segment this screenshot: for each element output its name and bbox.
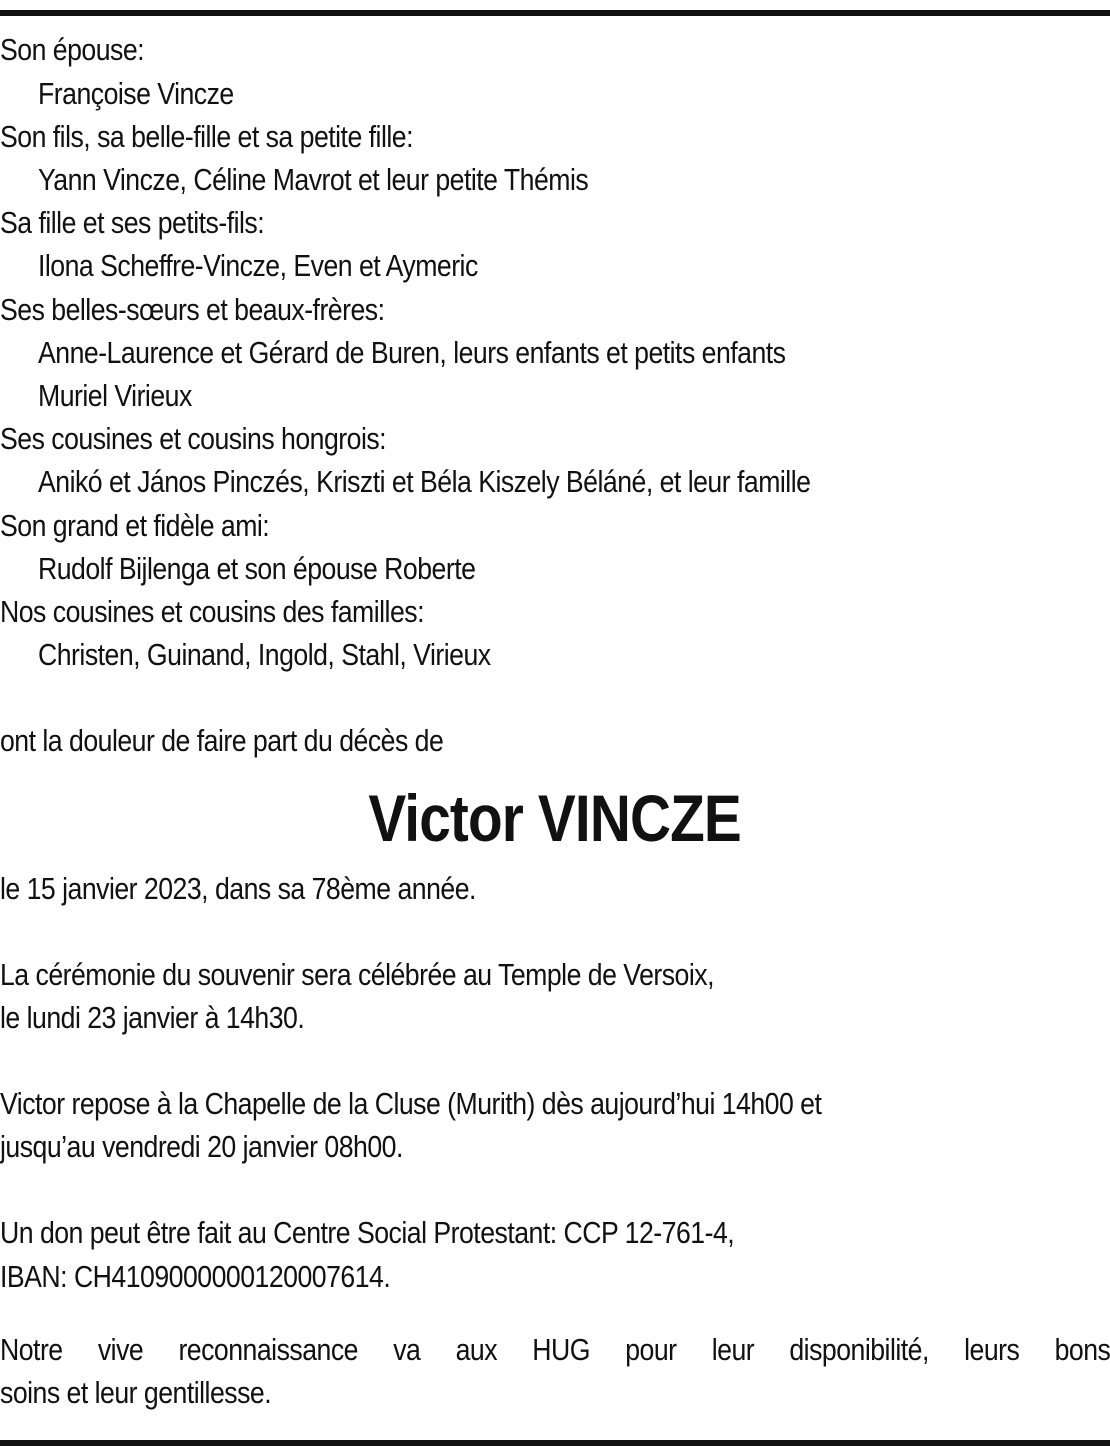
spouse-heading: Son épouse:	[0, 32, 145, 67]
inlaws-names-1: Anne-Laurence et Gérard de Buren, leurs enfants et petits enfants	[38, 335, 786, 370]
thanks-line-1: Notre vive reconnaissance va aux HUG pour leur disponibilité, leurs bons	[0, 1332, 1110, 1367]
inlaws-names-2: Muriel Virieux	[38, 378, 192, 413]
donation-line-1: Un don peut être fait au Centre Social Protestant: CCP 12-761-4,	[0, 1215, 735, 1250]
hungarian-cousins-heading: Ses cousines et cousins hongrois:	[0, 421, 387, 456]
son-names: Yann Vincze, Céline Mavrot et leur petite Thémis	[38, 162, 589, 197]
deceased-name-text: Victor VINCZE	[368, 781, 742, 855]
death-date: le 15 janvier 2023, dans sa 78ème année.	[0, 871, 476, 906]
daughter-names: Ilona Scheffre-Vincze, Even et Aymeric	[38, 248, 478, 283]
inlaws-heading: Ses belles-sœurs et beaux-frères:	[0, 292, 385, 327]
hungarian-cousins-names: Anikó et János Pinczés, Kriszti et Béla Kiszely Béláné, et leur famille	[38, 464, 811, 499]
spouse-names: Françoise Vincze	[38, 76, 234, 111]
thanks-line-2: soins et leur gentillesse.	[0, 1375, 272, 1410]
top-border-rule	[0, 10, 1110, 16]
announcement-intro: ont la douleur de faire part du décès de	[0, 723, 444, 758]
viewing-line-1: Victor repose à la Chapelle de la Cluse (Murith) dès aujourd’hui 14h00 et	[0, 1086, 822, 1121]
bottom-border-rule	[0, 1440, 1110, 1446]
daughter-heading: Sa fille et ses petits-fils:	[0, 205, 265, 240]
ceremony-line-2: le lundi 23 janvier à 14h30.	[0, 1000, 305, 1035]
deceased-name	[0, 780, 1110, 856]
viewing-line-2: jusqu’au vendredi 20 janvier 08h00.	[0, 1129, 403, 1164]
donation-line-2: IBAN: CH4109000000120007614.	[0, 1259, 391, 1294]
family-cousins-heading: Nos cousines et cousins des familles:	[0, 594, 424, 629]
ceremony-line-1: La cérémonie du souvenir sera célébrée au Temple de Versoix,	[0, 957, 714, 992]
son-heading: Son fils, sa belle-fille et sa petite fille:	[0, 119, 413, 154]
friend-heading: Son grand et fidèle ami:	[0, 508, 270, 543]
family-cousins-names: Christen, Guinand, Ingold, Stahl, Virieux	[38, 637, 491, 672]
friend-names: Rudolf Bijlenga et son épouse Roberte	[38, 551, 476, 586]
